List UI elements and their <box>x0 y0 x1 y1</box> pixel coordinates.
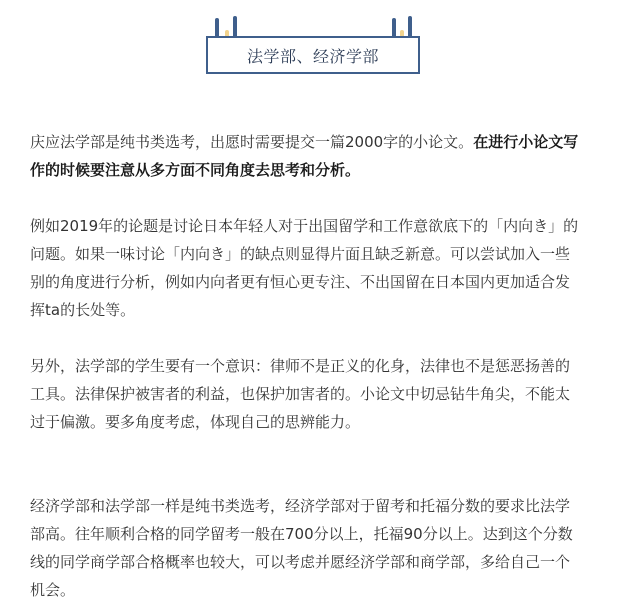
paragraph-line: 别的角度进行分析，例如内向者更有恒心更专注、不出国留在日本国内更加适合发 <box>30 273 571 291</box>
paragraph-line: 挥ta的长处等。 <box>30 301 136 319</box>
paragraph-line: 过于偏激。要多角度考虑，体现自己的思辨能力。 <box>30 413 361 431</box>
emphasis-text: 在进行小论文写 <box>473 133 579 151</box>
paragraph-line: 部高。往年顺利合格的同学留考一般在700分以上，托福90分以上。达到这个分数 <box>30 525 573 543</box>
section-title-box <box>206 36 420 74</box>
section-title: 法学部、经济学部 <box>246 46 379 66</box>
paragraph-line: 经济学部和法学部一样是纯书类选考，经济学部对于留考和托福分数的要求比法学 <box>30 497 571 515</box>
paragraph-line: 问题。如果一味讨论「内向き」的缺点则显得片面且缺乏新意。可以尝试加入一些 <box>30 245 571 263</box>
paragraph-line: 庆应法学部是纯书类选考，出愿时需要提交一篇2000字的小论文。在进行小论文写 <box>30 133 579 151</box>
paragraph-line <box>30 156 610 184</box>
paragraph-line: 例如2019年的论题是讨论日本年轻人对于出国留学和工作意欲底下的「内向き」的 <box>30 217 579 235</box>
paragraph-line: 机会。 <box>30 581 76 599</box>
paragraph-1 <box>30 128 610 184</box>
paragraph-line: 线的同学商学部合格概率也较大，可以考虑并愿经济学部和商学部，多给自己一个 <box>30 553 571 571</box>
paragraph-line: 工具。法律保护被害者的利益，也保护加害者的。小论文中切忌钻牛角尖，不能太 <box>30 385 571 403</box>
paragraph-4 <box>30 492 610 604</box>
paragraph-2 <box>30 212 610 324</box>
emphasis-text: 作的时候要注意从多方面不同角度去思考和分析。 <box>30 161 361 179</box>
paragraph-line: 另外，法学部的学生要有一个意识：律师不是正义的化身，法律也不是惩恶扬善的 <box>30 357 571 375</box>
paragraph-3 <box>30 352 610 436</box>
